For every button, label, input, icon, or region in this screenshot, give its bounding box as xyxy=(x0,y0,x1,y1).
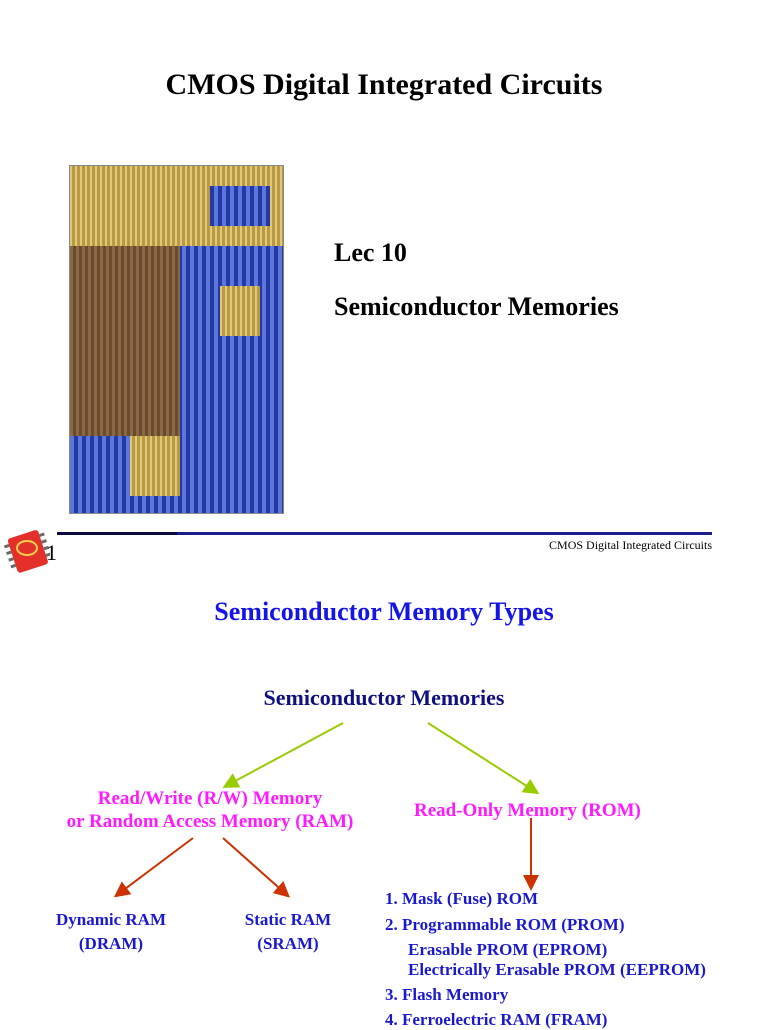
rw-line-2: or Random Access Memory (RAM) xyxy=(66,811,354,832)
page-number: 1 xyxy=(46,540,57,565)
list-item: 4. Ferroelectric RAM (FRAM) xyxy=(385,1010,608,1029)
tree-root: Semiconductor Memories xyxy=(263,685,505,710)
list-item: 2. Programmable ROM (PROM) xyxy=(385,915,625,934)
list-item: Electrically Erasable PROM (EEPROM) xyxy=(408,960,706,979)
list-item: 1. Mask (Fuse) ROM xyxy=(385,889,538,908)
footer-text: CMOS Digital Integrated Circuits xyxy=(549,538,712,552)
slide-title: CMOS Digital Integrated Circuits xyxy=(165,68,603,101)
arrow-to-rw xyxy=(226,723,343,786)
sram-line-1: Static RAM xyxy=(244,910,332,929)
arrow-to-sram xyxy=(223,838,287,895)
rw-line-1: Read/Write (R/W) Memory xyxy=(97,788,323,809)
section-title: Semiconductor Memory Types xyxy=(214,597,554,626)
list-item: 3. Flash Memory xyxy=(385,985,509,1004)
lecture-topic: Semiconductor Memories xyxy=(334,292,619,321)
sram-line-2: (SRAM) xyxy=(257,934,319,953)
list-item: Erasable PROM (EPROM) xyxy=(408,940,608,959)
dram-line-2: (DRAM) xyxy=(78,934,144,953)
arrow-to-rom xyxy=(428,723,536,792)
dram-line-1: Dynamic RAM xyxy=(55,910,166,929)
lecture-number: Lec 10 xyxy=(334,238,407,267)
arrow-to-dram xyxy=(117,838,193,895)
rom-node: Read-Only Memory (ROM) xyxy=(414,800,641,821)
